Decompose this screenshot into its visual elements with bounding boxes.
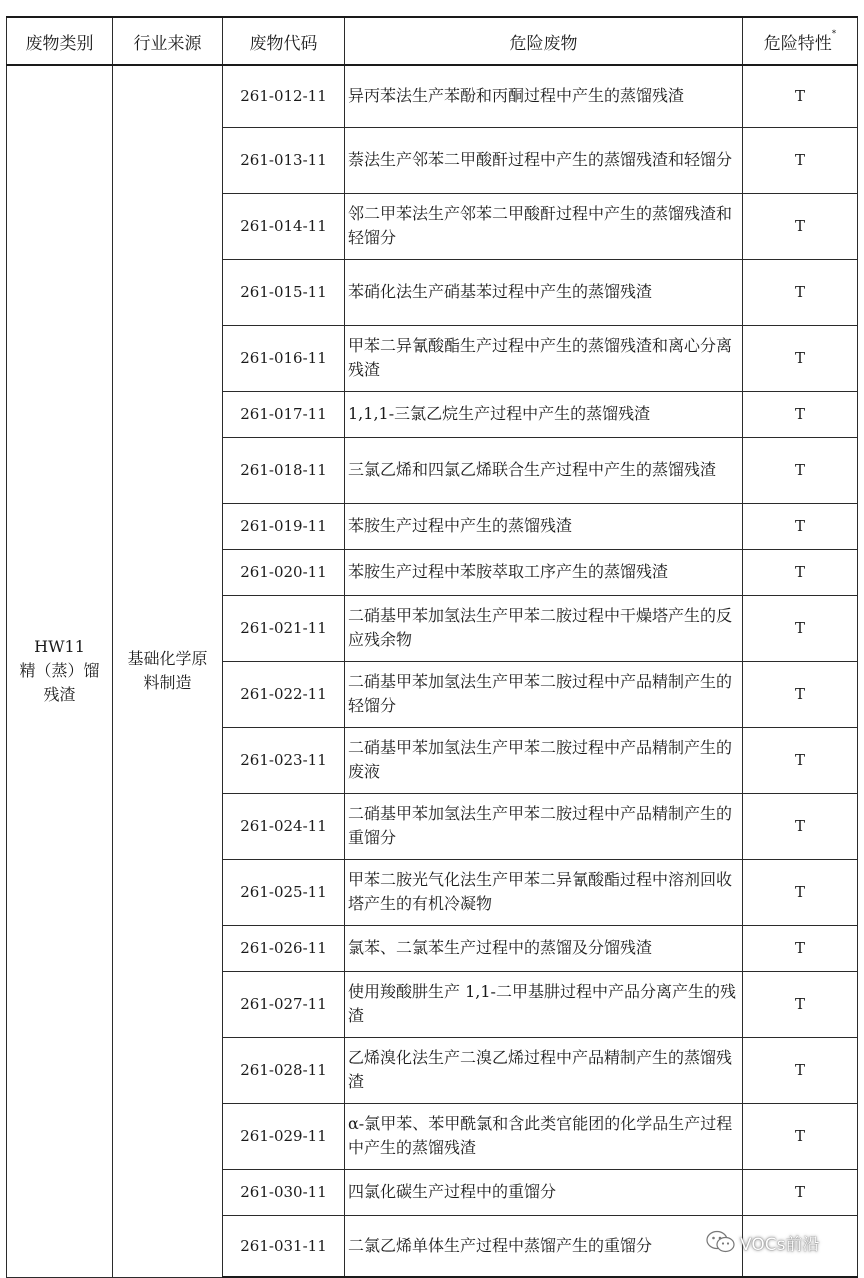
hazard-trait-cell: T [743, 1169, 858, 1215]
waste-description-cell: 三氯乙烯和四氯乙烯联合生产过程中产生的蒸馏残渣 [345, 437, 743, 503]
hazard-trait-cell: T [743, 1037, 858, 1103]
waste-code-cell: 261-018-11 [223, 437, 345, 503]
hazard-trait-cell: T [743, 661, 858, 727]
hazard-trait-cell: T [743, 793, 858, 859]
watermark-text: VOCs前沿 [740, 1234, 820, 1255]
hazard-trait-cell: T [743, 65, 858, 127]
waste-code-cell: 261-014-11 [223, 193, 345, 259]
waste-code-cell: 261-022-11 [223, 661, 345, 727]
table-row [7, 65, 858, 127]
category-text: 精（蒸）馏 [19, 661, 100, 681]
industry-text: 基础化学原 [127, 649, 208, 669]
waste-description-cell: 甲苯二异氰酸酯生产过程中产生的蒸馏残渣和离心分离残渣 [345, 325, 743, 391]
waste-description-cell: 甲苯二胺光气化法生产甲苯二异氰酸酯过程中溶剂回收塔产生的有机冷凝物 [345, 859, 743, 925]
waste-code-cell: 261-021-11 [223, 595, 345, 661]
waste-description-cell: 1,1,1-三氯乙烷生产过程中产生的蒸馏残渣 [345, 391, 743, 437]
waste-description-cell: 四氯化碳生产过程中的重馏分 [345, 1169, 743, 1215]
waste-description-cell: 乙烯溴化法生产二溴乙烯过程中产品精制产生的蒸馏残渣 [345, 1037, 743, 1103]
hazard-trait-cell: T [743, 595, 858, 661]
header-category: 废物类别 [7, 17, 113, 65]
waste-code-cell: 261-027-11 [223, 971, 345, 1037]
category-text: 残渣 [43, 685, 76, 705]
waste-description-cell: 苯胺生产过程中苯胺萃取工序产生的蒸馏残渣 [345, 549, 743, 595]
hazard-trait-cell: T [743, 549, 858, 595]
waste-description-cell: 二氯乙烯单体生产过程中蒸馏产生的重馏分 [345, 1215, 743, 1277]
header-waste: 危险废物 [345, 17, 743, 65]
waste-description-cell: α-氯甲苯、苯甲酰氯和含此类官能团的化学品生产过程中产生的蒸馏残渣 [345, 1103, 743, 1169]
hazard-trait-cell: T [743, 727, 858, 793]
category-text: HW11 [34, 637, 85, 657]
waste-description-cell: 二硝基甲苯加氢法生产甲苯二胺过程中产品精制产生的重馏分 [345, 793, 743, 859]
waste-code-cell: 261-013-11 [223, 127, 345, 193]
hazard-trait-cell: T [743, 325, 858, 391]
header-trait: 危险特性* [743, 17, 858, 65]
waste-description-cell: 异丙苯法生产苯酚和丙酮过程中产生的蒸馏残渣 [345, 65, 743, 127]
category-cell [7, 65, 113, 1277]
waste-description-cell: 萘法生产邻苯二甲酸酐过程中产生的蒸馏残渣和轻馏分 [345, 127, 743, 193]
hazard-trait-cell: T [743, 193, 858, 259]
waste-code-cell: 261-017-11 [223, 391, 345, 437]
waste-description-cell: 二硝基甲苯加氢法生产甲苯二胺过程中产品精制产生的废液 [345, 727, 743, 793]
waste-description-cell: 苯胺生产过程中产生的蒸馏残渣 [345, 503, 743, 549]
waste-code-cell: 261-025-11 [223, 859, 345, 925]
waste-description-cell: 二硝基甲苯加氢法生产甲苯二胺过程中干燥塔产生的反应残余物 [345, 595, 743, 661]
hazardous-waste-table [6, 16, 858, 1278]
waste-code-cell: 261-015-11 [223, 259, 345, 325]
wechat-icon [706, 1230, 736, 1254]
hazard-trait-cell: T [743, 971, 858, 1037]
waste-code-cell: 261-029-11 [223, 1103, 345, 1169]
hazard-trait-cell: T [743, 503, 858, 549]
waste-code-cell: 261-031-11 [223, 1215, 345, 1277]
hazard-trait-cell: T [743, 259, 858, 325]
waste-code-cell: 261-020-11 [223, 549, 345, 595]
hazard-trait-cell: T [743, 1103, 858, 1169]
waste-description-cell: 使用羧酸肼生产 1,1-二甲基肼过程中产品分离产生的残渣 [345, 971, 743, 1037]
hazard-trait-cell: T [743, 127, 858, 193]
waste-code-cell: 261-028-11 [223, 1037, 345, 1103]
header-code: 废物代码 [223, 17, 345, 65]
waste-description-cell: 邻二甲苯法生产邻苯二甲酸酐过程中产生的蒸馏残渣和轻馏分 [345, 193, 743, 259]
header-row [7, 17, 858, 65]
waste-code-cell: 261-016-11 [223, 325, 345, 391]
waste-code-cell: 261-012-11 [223, 65, 345, 127]
industry-text: 料制造 [143, 673, 192, 693]
hazard-trait-cell: T [743, 391, 858, 437]
hazard-trait-cell: T [743, 859, 858, 925]
waste-code-cell: 261-023-11 [223, 727, 345, 793]
industry-cell [113, 65, 223, 1277]
waste-description-cell: 苯硝化法生产硝基苯过程中产生的蒸馏残渣 [345, 259, 743, 325]
trait-footnote-mark: * [831, 28, 837, 39]
waste-code-cell: 261-019-11 [223, 503, 345, 549]
waste-description-cell: 氯苯、二氯苯生产过程中的蒸馏及分馏残渣 [345, 925, 743, 971]
waste-description-cell: 二硝基甲苯加氢法生产甲苯二胺过程中产品精制产生的轻馏分 [345, 661, 743, 727]
hazard-trait-cell: T [743, 437, 858, 503]
waste-code-cell: 261-030-11 [223, 1169, 345, 1215]
watermark [706, 1225, 819, 1259]
waste-code-cell: 261-024-11 [223, 793, 345, 859]
header-industry: 行业来源 [113, 17, 223, 65]
waste-code-cell: 261-026-11 [223, 925, 345, 971]
hazard-trait-cell: T [743, 925, 858, 971]
